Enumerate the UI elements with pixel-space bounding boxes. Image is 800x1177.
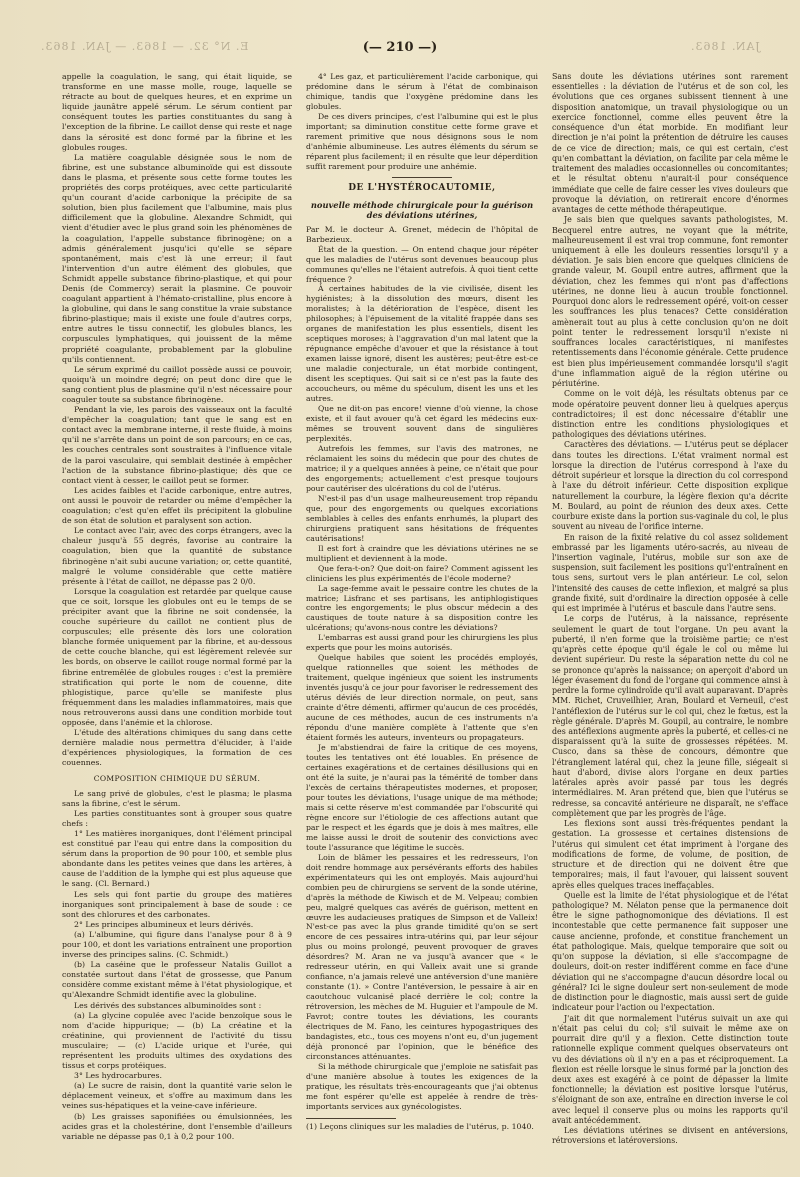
paragraph: Les flexions sont aussi très-fréquentes pendant la gestation. La grossesse et certaines distensions de l'utérus qui simulent cet état impriment à l'organe des modifications de forme, de volume, de position, de structure et de direction qui ne doivent être que temporaires; mais, il faut l'avouer, qui laissent souvent après elles quelques traces ineffaçables.	[552, 819, 788, 890]
paragraph: De ces divers principes, c'est l'albumine qui est le plus important; sa diminution constitue cette forme grave et rarement primitive que nous désignons sous le nom d'anhémie albumineuse. Les autres éléments du sérum se réparent plus facilement; il en résulte que leur déperdition suffit rarement pour produire une anhémie.	[306, 111, 538, 171]
paragraph: 1° Les matières inorganiques, dont l'élément principal est constitué par l'eau qui entre dans la composition du sérum dans la proportion de 90 pour 100, et semble plus abondante dans les petites veines que dans les artères, à cause de l'addition de la lymphe qui est plus aqueuse que le sang. (Cl. Bernard.)	[62, 828, 292, 889]
article-subtitle: nouvelle méthode chirurgicale pour la guérison des déviations utérines,	[310, 199, 534, 221]
paragraph: La matière coagulable désignée sous le nom de fibrine, est une substance albuminoïde qui est dissoute dans le plasma, et présente sous cette forme toutes les propriétés des corps protéiques, avec cette particularité qu'un courant d'acide carbonique la précipite de sa solution, bien plus facilement que l'albumine, mais plus difficilement que la globuline. Alexandre Schmidt, qui vient d'étudier avec le plus grand soin les phénomènes de la coagulation, l'appelle substance fibrinogène; on a admis généralement jusqu'ici qu'elle se sépare spontanément, mais c'est là une erreur; il faut l'intervention d'un autre élément des globules, que Schmidt appelle substance fibrino-plastique, et qui pour Denis (de Commercy) serait la plasmine. Ce pouvoir coagulant appartient à l'hémato-cristalline, plus encore à la globuline, qui dans le sang constitue la vraie substance fibrino-plastique; mais il existe une foule d'autres corps, entre autres le tissu connectif, les globules blancs, les corpuscules lymphatiques, qui jouissent de la même propriété coagulante, probablement par la globuline qu'ils contiennent.	[62, 152, 292, 364]
paragraph: Sans doute les déviations utérines sont rarement essentielles : la déviation de l'utérus et de son col, les évolutions que ces organes subissent tiennent à une disposition anatomique, un travail physiologique ou un exercice fonctionnel, comme elles peuvent être la conséquence d'un état morbide. En modifiant leur direction je n'ai point la prétention de détruire les causes de ce vice de direction; mais, ce qui est certain, c'est qu'en combattant la déviation, on facilite par cela même le traitement des maladies occasionnelles ou concomitantes; et le résultat obtenu n'aurait-il pour conséquence immédiate que celle de faire cesser les vives douleurs que provoque la déviation, on retirerait encore d'énormes avantages de cette méthode thérapeutique.	[552, 72, 788, 215]
paragraph: (a) Le sucre de raisin, dont la quantité varie selon le déplacement veineux, et s'offre au maximum dans les veines sus-hépatiques et la veine-cave inférieure.	[62, 1081, 292, 1111]
paragraph: Lorsque la coagulation est retardée par quelque cause que ce soit, lorsque les globules ont eu le temps de se précipiter avant que la fibrine ne soit condensée, la couche supérieure du caillot ne contient plus de corpuscules; elle présente dès lors une coloration blanche formée uniquement par la fibrine, et au-dessous de cette couche blanche, qui est légèrement relevée sur les bords, on observe le caillot rouge normal formé par la fibrine entremêlée de globules rouges : c'est la première stratification qui porte le nom de couenne, dite phlogistique, parce qu'elle se manifeste plus fréquemment dans les maladies inflammatoires, mais que nous retrouverons aussi dans une condition morbide tout opposée, dans l'anémie et la chlorose.	[62, 586, 292, 727]
header-bleed-through-right: JAN. 1863.	[690, 40, 760, 53]
paragraph: Je m'abstiendrai de faire la critique de ces moyens, toutes les tentatives ont été louables. En présence de certaines exagérations et de certaines désillusions qui en ont été la suite, je n'aurai pas la témérité de tomber dans l'excès de certains thérapeutistes modernes, et proposer, pour toutes les déviations, l'usage unique de ma méthode; mais si cette réserve m'est commandée par l'obscurité qui règne encore sur l'étiologie de ces affections autant que par le respect et les égards que je dois à mes maîtres, elle me laisse aussi le droit de soutenir des convictions avec toute l'assurance que légitime le succès.	[306, 743, 538, 852]
paragraph: 4° Les gaz, et particulièrement l'acide carbonique, qui prédomine dans le sérum à l'état de combinaison chimique, tandis que l'oxygène prédomine dans les globules.	[306, 72, 538, 111]
paragraph: L'embarras est aussi grand pour les chirurgiens les plus experts que pour les moins autorisés.	[306, 633, 538, 653]
article-title: DE L'HYSTÉROCAUTOMIE,	[348, 182, 496, 193]
section-heading-serum: COMPOSITION CHIMIQUE DU SÉRUM.	[93, 774, 261, 784]
paragraph: Le sérum exprimé du caillot possède aussi ce pouvoir, quoiqu'à un moindre degré; on peut donc dire que le sang contient plus de plasmine qu'il n'est nécessaire pour coaguler toute sa substance fibrinogène.	[62, 364, 292, 404]
paragraph: La sage-femme avait le pessaire contre les chutes de la matrice; Lisfranc et ses partisans, les antiphlogistiques contre les engorgements; le plus obscur médecin a des caustiques de toute nature à sa disposition contre les ulcérations; qu'avons-nous contre les déviations?	[306, 583, 538, 633]
paragraph: Si la méthode chirurgicale que j'emploie ne satisfait pas d'une manière absolue à toutes les exigences de la pratique, les résultats très-encourageants que j'ai obtenus me font espérer qu'elle est appelée à rendre de très-importants services aux gynécologistes.	[306, 1062, 538, 1111]
paragraph: L'étude des altérations chimiques du sang dans cette dernière maladie nous permettra d'élucider, à l'aide d'expériences physiologiques, la formation de ces couennes.	[62, 728, 292, 768]
paragraph: Les parties constituantes sont à grouper sous quatre chefs :	[62, 808, 292, 828]
paragraph: Loin de blâmer les pessaires et les redresseurs, l'on doit rendre hommage aux persévérants efforts des habiles expérimentateurs qui les ont employés. Mais aujourd'hui combien peu de chirurgiens se servent de la sonde utérine, d'après la méthode de Kiwisch et de M. Velpeau; combien peu, malgré quelques cas avérés de guérison, mettent en œuvre les audacieuses pratiques de Simpson et de Valleix! N'est-ce pas avec la plus grande timidité qu'on se sert encore de ces pessaires intra-utérins qui, par leur séjour plus ou moins prolongé, peuvent provoquer de graves désordres? M. Aran ne va jusqu'à avancer que « le redresseur utérin, en qui Valleix avait une si grande confiance, n'a jamais relevé une antéversion d'une manière constante (1). » Contre l'antéversion, le pessaire à air en caoutchouc vulcanisé placé derrière le col; contre la rétroversion, les mèches de M. Huguier et l'ampoule de M. Favrot; contre toutes les déviations, les courants électriques de M. Fano, les ceintures hypogastriques des bandagistes, etc., tous ces moyens n'ont eu, d'un jugement déjà prononcé par l'opinion, que le bénéfice des circonstances atténuantes.	[306, 852, 538, 1062]
paragraph: Caractères des déviations. — L'utérus peut se déplacer dans toutes les directions. L'état vraiment normal est lorsque la direction de l'utérus correspond à l'axe du détroit supérieur et lorsque la direction du col correspond à l'axe du détroit inférieur. Cette disposition explique naturellement la courbure, la légère flexion qu'a décrite M. Boulard, au point de réunion des deux axes. Cette courbure existe dans la portion sus-vaginale du col, le plus souvent au niveau de l'orifice interne.	[552, 440, 788, 532]
paragraph: J'ait dit que normalement l'utérus suivait un axe qui n'était pas celui du col; s'il suivait le même axe on pourrait dire qu'il y a flexion. Cette distinction toute rationnelle explique comment quelques observateurs ont vu des déviations où il n'y en a pas et réciproquement. La flexion est réelle lorsque le sinus formé par la jonction des deux axes est exagéré à ce point de dépasser la limite fonctionnelle; la déviation est positive lorsque l'utérus, s'éloignant de son axe, entraîne en direction inverse le col avec lequel il conserve plus ou moins les rapports qu'il avait antécédemment.	[552, 1013, 788, 1125]
paragraph: appelle la coagulation, le sang, qui était liquide, se transforme en une masse molle, rouge, laquelle se rétracte au bout de quelques heures, et en exprime un liquide jaunâtre appelé sérum. Le sérum contient par conséquent toutes les parties constituantes du sang à l'exception de la fibrine. Le caillot dense qui reste et nage dans la sérosité est donc formé par la fibrine et les globules rouges.	[62, 72, 292, 152]
paragraph: Je sais bien que quelques savants pathologistes, M. Becquerel entre autres, ne voyant que la métrite, malheureusement il est vrai trop commune, font remonter uniquement à elle les douleurs ressenties lorsqu'il y a déviation. Je sais bien encore que quelques cliniciens de grande valeur, M. Goupil entre autres, affirment que la déviation, chez les femmes qui n'ont pas d'affections utérines, ne donne lieu à aucun trouble fonctionnel. Pourquoi donc alors le redressement opéré, voit-on cesser les souffrances les plus tenaces? Cette considération amènerait tout au plus à cette conclusion qu'on ne doit point tenter le redressement lorsqu'il n'existe ni souffrances locales caractéristiques, ni manifestes retentissements dans l'économie générale. Cette prudence est bien plus impérieusement commandée lorsqu'il s'agit d'une inflammation aiguë de la région utérine ou périutérine.	[552, 215, 788, 389]
paragraph: N'est-il pas d'un usage malheureusement trop répandu que, pour des engorgements ou quelques excoriations semblables à celles des enfants enrhumés, la plupart des chirurgiens pratiquent sans hésitations de fréquentes cautérisations!	[306, 493, 538, 543]
paragraph: Autrefois les femmes, sur l'avis des matrones, ne réclamaient les soins du médecin que pour des chutes de matrice; il y a quelques années à peine, ce n'était que pour des engorgements; actuellement c'est presque toujours pour cautériser des ulcérations du col de l'utérus.	[306, 443, 538, 493]
paragraph: Le contact avec l'air, avec des corps étrangers, avec la chaleur jusqu'à 55 degrés, favorise au contraire la coagulation, bien que la quantité de substance fibrinogène n'ait subi aucune variation; or, cette quantité, malgré le volume considérable que cette matière présente à l'état de caillot, ne dépasse pas 2 0/0.	[62, 526, 292, 586]
paragraph: Quelle est la limite de l'état physiologique et de l'état pathologique? M. Nélaton pense que la permanence doit être le signe pathognomonique des déviations. Il est incontestable que cette permanence fait supposer une cause ancienne, profonde, et constitue franchement un état pathologique. Mais, quelque temporaire que soit ou qu'on suppose la déviation, si elle s'accompagne de douleurs, doit-on rester indifférent comme en face d'une déviation qui ne s'accompagne d'aucun désordre local ou général? Ici le signe douleur sert non-seulement de mode de distinction pour le diagnostic, mais aussi sert de guide indicateur pour l'action ou l'expectation.	[552, 890, 788, 1013]
page-number: (— 210 —)	[362, 40, 438, 55]
paragraph: À certaines habitudes de la vie civilisée, disent les hygiénistes; à la dissolution des mœurs, disent les moralistes; à la détérioration de l'espèce, disent les philosophes; à l'épuisement de la vitalité frappée dans ses organes de manifestation les plus essentiels, disent les sceptiques moroses; à l'aggravation d'un mal latent que la répugnance empêche d'avouer et que la résistance à tout examen laisse ignoré, disent les austères; peut-être est-ce une maladie conjecturale, un état morbide contingent, disent les sceptiques. Qui sait si ce n'est pas la faute des accoucheurs, ou même du spéculum, disent les uns et les autres.	[306, 284, 538, 404]
header-bleed-through-left: E. N° 32. — 1863. — JAN. 1863.	[40, 40, 249, 53]
paragraph: Que ne dit-on pas encore! vienne d'où vienne, la chose existe, et il faut avouer qu'à cet égard les médecins eux-mêmes se trouvent souvent dans de singulières perplexités.	[306, 404, 538, 443]
paragraph: Il est fort à craindre que les déviations utérines ne se multiplient et deviennent à la mode.	[306, 543, 538, 563]
paragraph: (b) Les graisses saponifiées ou émulsionnées, les acides gras et la cholestérine, dont l'ensemble d'ailleurs variable ne dépasse pas 0,1 à 0,2 pour 100.	[62, 1111, 292, 1141]
paragraph: Les sels qui font partie du groupe des matières inorganiques sont principalement à base de soude : ce sont des chlorures et des carbonates.	[62, 889, 292, 919]
paragraph: Le sang privé de globules, c'est le plasma; le plasma sans la fibrine, c'est le sérum.	[62, 788, 292, 808]
article-byline: Par M. le docteur A. Grenet, médecin de l'hôpital de Barbezieux.	[306, 224, 538, 244]
column-right	[552, 72, 788, 1147]
paragraph: 2° Les principes albumineux et leurs dérivés.	[74, 919, 254, 929]
paragraph: Quelque habiles que soient les procédés employés, quelque rationnelles que soient les méthodes de traitement, quelque ingénieux que soient les instruments inventés jusqu'à ce jour pour favoriser le redressement des utérus déviés de leur direction normale, on peut, sans crainte d'être démenti, affirmer qu'aucun de ces procédés, aucune de ces méthodes, aucun de ces instruments n'a répondu d'une manière complète à l'attente que s'en étaient formés les auteurs, inventeurs ou propagateurs.	[306, 653, 538, 743]
paragraph: Les déviations utérines se divisent en antéversions, rétroversions et latéroversions.	[552, 1126, 788, 1146]
paragraph: 3° Les hydrocarbures.	[74, 1071, 163, 1081]
section-divider	[392, 177, 452, 178]
paragraph: Comme on le voit déjà, les résultats obtenus par ce mode opératoire peuvent donner lieu à quelques aperçus contradictoires; il est donc nécessaire d'établir une distinction entre les conditions physiologiques et pathologiques des déviations utérines.	[552, 389, 788, 440]
paragraph: (b) La caséine que le professeur Natalis Guillot a constatée surtout dans l'état de grossesse, que Panum considère comme existant même à l'état physiologique, et qu'Alexandre Schmidt identifie avec la globuline.	[62, 960, 292, 1000]
paragraph: Les dérivés des substances albuminoïdes sont :	[74, 1000, 262, 1010]
paragraph: Le corps de l'utérus, à la naissance, représente seulement le quart de tout l'organe. Un peu avant la puberté, il n'en forme que la troisième partie; ce n'est qu'après cette époque qu'il égale le col ou même lui devient supérieur. Du reste la séparation nette du col ne se prononce qu'après la naissance; on aperçoit d'abord un léger évasement du fond de l'organe qui commence ainsi à perdre la forme cylindroïde qu'il avait auparavant. D'après MM. Richet, Cruveilhier, Aran, Boulard et Verneuil, c'est l'antéflexion de l'utérus sur le col qui, chez le fœtus, est la règle générale. D'après M. Goupil, au contraire, le nombre des antéflexions augmente après la puberté, et celles-ci ne disparaissent qu'à la suite de grossesses répétées. M. Cusco, dans sa thèse de concours, démontre que l'étranglement latéral qui, chez la jeune fille, siégeait si haut d'abord, divise alors l'organe en deux parties latérales après avoir passé par tous les degrés intermédiaires. M. Aran prétend que, bien que l'utérus se redresse, sa concavité antérieure ne disparaît, ne s'efface complètement que par les progrès de l'âge.	[552, 614, 788, 818]
column-left	[62, 72, 292, 1142]
column-middle	[306, 72, 538, 1132]
paragraph: Que fera-t-on? Que doit-on faire? Comment agissent les cliniciens les plus expérimentés de l'école moderne?	[306, 563, 538, 583]
paragraph: État de la question. — On entend chaque jour répéter que les maladies de l'utérus sont devenues beaucoup plus communes qu'elles ne l'étaient autrefois. À quoi tient cette fréquence ?	[306, 244, 538, 284]
paragraph: (a) L'albumine, qui figure dans l'analyse pour 8 à 9 pour 100, et dont les variations entraînent une proportion inverse des principes salins. (C. Schmidt.)	[62, 929, 292, 960]
paragraph: En raison de la fixité relative du col assez solidement embrassé par les ligaments utéro-sacrés, au niveau de l'insertion vaginale, l'utérus, mobile sur son axe de suspension, suit facilement les positions qu'l'entraînent en tous sens, surtout vers le plan antérieur. Le col, selon l'intensité des causes de cette inflexion, et malgré sa plus grande fixité, suit d'ordinaire la direction opposée à celle qui est imprimée à l'utérus et bascule dans l'autre sens.	[552, 532, 788, 614]
paragraph: Les acides faibles et l'acide carbonique, entre autres, ont aussi le pouvoir de retarder ou même d'empêcher la coagulation; c'est qu'en effet ils précipitent la globuline de son état de solution et paralysent son action.	[62, 485, 292, 526]
page-header	[0, 40, 800, 60]
footnote: (1) Leçons cliniques sur les maladies de l'utérus, p. 1040.	[306, 1121, 534, 1131]
paragraph: (a) La glycine copulée avec l'acide benzoïque sous le nom d'acide hippurique; — (b) La créatine et la créatinine, qui proviennent de l'activité du tissu musculaire; — (c) L'acide urique et l'urée, qui représentent les produits ultimes des oxydations des tissus et corps protéiques.	[62, 1010, 292, 1071]
footnote-divider	[306, 1118, 396, 1119]
paragraph: Pendant la vie, les parois des vaisseaux ont la faculté d'empêcher la coagulation; tant que le sang est en contact avec la membrane interne, il reste fluide, à moins qu'il ne s'arrête dans un point de son parcours; en ce cas, les couches centrales sont soustraites à l'influence vitale de la paroi vasculaire, qui semblait destinée à empêcher l'action de la substance fibrino-plastique; dès que ce contact vient à cesser, le caillot peut se former.	[62, 405, 292, 485]
